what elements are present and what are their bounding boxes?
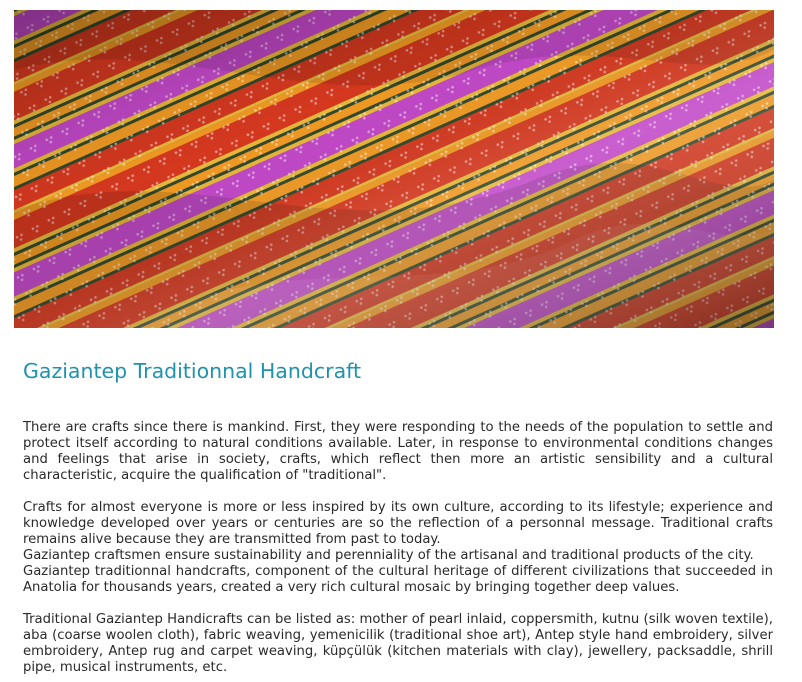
article-body (23, 420, 773, 676)
paragraph: Traditional Gaziantep Handicrafts can be listed as: mother of pearl inlaid, coppersmith, kutnu (silk woven textile), aba (coarse woolen cloth), fabric weaving, yemenicilik (traditional shoe art), Antep style hand embroidery, silver embroidery, Antep rug and carpet weaving, küpçülük (kitchen materials with clay), jewellery, packsaddle, shrill pipe, musical instruments, etc. (23, 612, 773, 675)
paragraph: Gaziantep traditionnal handcrafts, component of the cultural heritage of different civilizations that succeeded in Anatolia for thousands years, created a very rich cultural mosaic by bringing together deep values. (23, 564, 773, 595)
hero-textile-image (14, 10, 774, 328)
paragraph: Crafts for almost everyone is more or less inspired by its own culture, according to its lifestyle; experience and knowledge developed over years or centuries are so the reflection of a personnal message. Traditional crafts remains alive because they are transmitted from past to today. (23, 500, 773, 547)
paragraph: There are crafts since there is mankind. First, they were responding to the needs of the population to settle and protect itself according to natural conditions available. Later, in response to environmental conditions changes and feelings that arise in society, crafts, which reflect then more an artistic sensibility and a cultural characteristic, acquire the qualification of "traditional". (23, 420, 773, 483)
textile-illustration (14, 10, 774, 328)
page-title: Gaziantep Traditionnal Handcraft (23, 359, 362, 383)
paragraph: Gaziantep craftsmen ensure sustainability and perenniality of the artisanal and traditional products of the city. (23, 548, 754, 563)
